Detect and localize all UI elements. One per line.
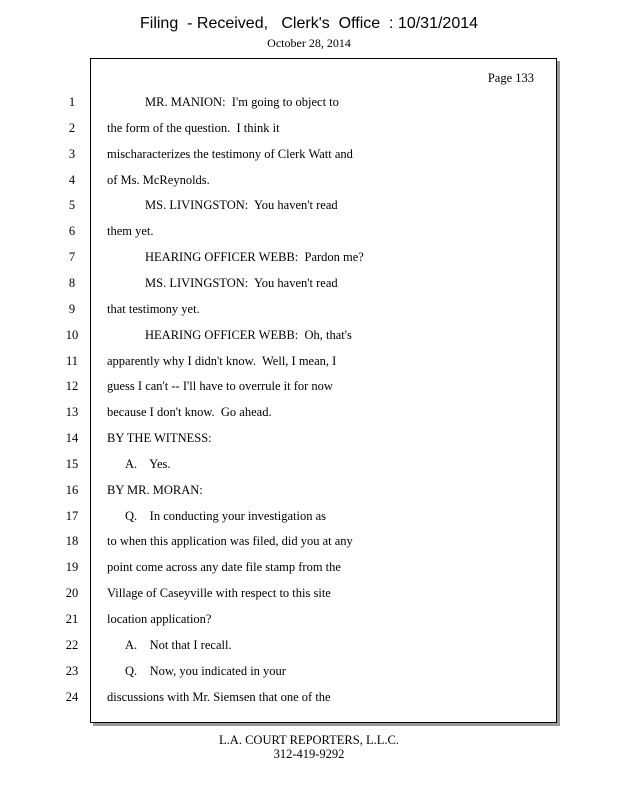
line-number: 20 <box>65 586 79 600</box>
transcript-line-text: location application? <box>107 612 212 626</box>
transcript-line-text: mischaracterizes the testimony of Clerk Watt and <box>107 147 353 161</box>
line-number: 22 <box>65 638 79 652</box>
transcript-line-text: the form of the question. I think it <box>107 121 280 135</box>
transcript-line-text: BY THE WITNESS: <box>107 431 212 445</box>
line-number: 14 <box>65 431 79 445</box>
transcript-line-text: MS. LIVINGSTON: You haven't read <box>145 276 338 290</box>
line-number: 17 <box>65 509 79 523</box>
line-number: 9 <box>68 302 76 316</box>
line-number: 21 <box>65 612 79 626</box>
transcript-line-text: MS. LIVINGSTON: You haven't read <box>145 198 338 212</box>
transcript-line-text: Q. In conducting your investigation as <box>125 509 327 523</box>
line-number: 2 <box>68 121 76 135</box>
line-number: 10 <box>65 328 79 342</box>
line-number: 19 <box>65 560 79 574</box>
transcript-line-text: BY MR. MORAN: <box>107 483 203 497</box>
line-number: 11 <box>65 354 79 368</box>
transcript-line-text: apparently why I didn't know. Well, I mean, I <box>107 354 337 368</box>
footer <box>0 733 618 761</box>
transcript-line-text: to when this application was filed, did you at any <box>107 534 353 548</box>
line-number: 4 <box>68 173 76 187</box>
line-number: 15 <box>65 457 79 471</box>
line-number: 12 <box>65 379 79 393</box>
filing-stamp: Filing - Received, Clerk's Office : 10/31/2014 <box>139 15 479 32</box>
line-number: 16 <box>65 483 79 497</box>
transcript-line-text: them yet. <box>107 224 154 238</box>
page-number: Page 133 <box>487 71 534 85</box>
court-reporter-name: L.A. COURT REPORTERS, L.L.C. <box>219 733 399 747</box>
line-number: 23 <box>65 664 79 678</box>
transcript-line-text: that testimony yet. <box>107 302 200 316</box>
transcript-line-text: discussions with Mr. Siemsen that one of the <box>107 690 331 704</box>
line-number: 3 <box>68 147 76 161</box>
transcript-line-text: guess I can't -- I'll have to overrule it for now <box>107 379 333 393</box>
line-number: 18 <box>65 534 79 548</box>
court-reporter-phone: 312-419-9292 <box>273 747 345 761</box>
line-number: 6 <box>68 224 76 238</box>
line-number: 7 <box>68 250 76 264</box>
line-number: 24 <box>65 690 79 704</box>
transcript-line-text: MR. MANION: I'm going to object to <box>145 95 339 109</box>
transcript-line-text: HEARING OFFICER WEBB: Pardon me? <box>145 250 364 264</box>
transcript-line-text: HEARING OFFICER WEBB: Oh, that's <box>145 328 352 342</box>
line-number: 13 <box>65 405 79 419</box>
transcript-line-text: because I don't know. Go ahead. <box>107 405 272 419</box>
transcript-line-text: Village of Caseyville with respect to this site <box>107 586 331 600</box>
line-number: 5 <box>68 198 76 212</box>
transcript-line-text: of Ms. McReynolds. <box>107 173 210 187</box>
transcript-line-text: Q. Now, you indicated in your <box>125 664 286 678</box>
transcript-line-text: A. Yes. <box>125 457 171 471</box>
transcript-line-text: A. Not that I recall. <box>125 638 232 652</box>
line-number: 8 <box>68 276 76 290</box>
transcript-date: October 28, 2014 <box>267 36 351 50</box>
transcript-line-text: point come across any date file stamp from the <box>107 560 341 574</box>
line-number: 1 <box>68 95 76 109</box>
